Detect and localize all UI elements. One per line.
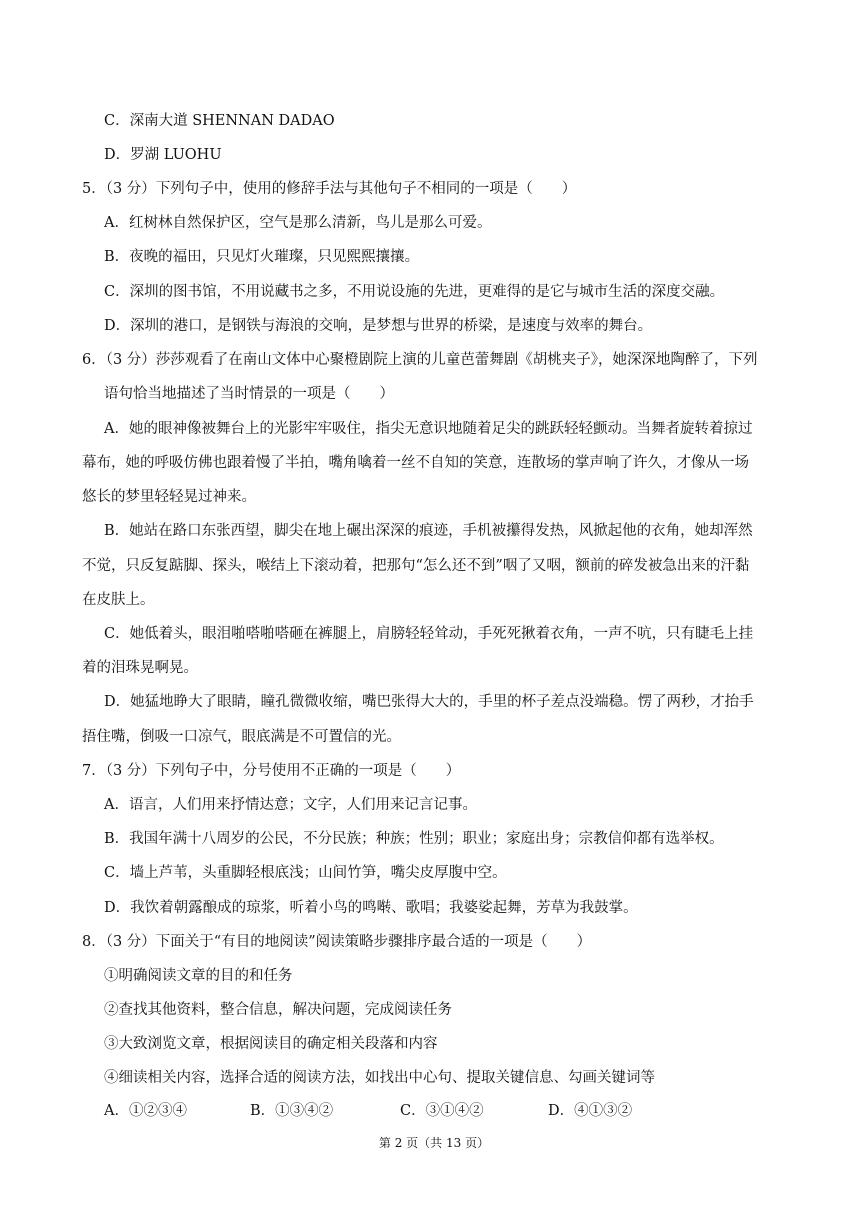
option-b-q5: B．夜晚的福田，只见灯火璀璨，只见熙熙攘攘。	[104, 249, 420, 265]
choice-d-q8: D．④①③②	[548, 1103, 633, 1119]
option-c-q5: C．深圳的图书馆，不用说藏书之多，不用说设施的先进，更难得的是它与城市生活的深度交融。	[104, 284, 725, 300]
choice-a-q8: A．①②③④	[104, 1103, 187, 1119]
option-d-q6: D．她猛地睁大了眼睛，瞳孔微微收缩，嘴巴张得大大的，手里的杯子差点没端稳。愣了两秒，才抬手	[104, 694, 754, 710]
option-d-q6-line2: 捂住嘴，倒吸一口凉气，眼底满是不可置信的光。	[82, 729, 401, 745]
choice-c-q8: C．③①④②	[400, 1103, 484, 1119]
option-c-q7: C．墙上芦苇，头重脚轻根底浅；山间竹笋，嘴尖皮厚腹中空。	[104, 865, 507, 881]
question-5: 5．（3 分）下列句子中，使用的修辞手法与其他句子不相同的一项是（ ）	[82, 181, 577, 197]
option-c-q4: C．深南大道 SHENNAN DADAO	[104, 113, 335, 129]
option-c-q6: C．她低着头，眼泪啪嗒啪嗒砸在裤腿上，肩膀轻轻耸动，手死死揪着衣角，一声不吭，只有睫毛上挂	[104, 626, 754, 642]
page-footer: 第 2 页（共 13 页）	[378, 1136, 490, 1150]
option-d-q7: D．我饮着朝露酿成的琼浆，听着小鸟的鸣啭、歌唱；我婆娑起舞，芳草为我鼓掌。	[104, 900, 638, 916]
question-6: 6．（3 分）莎莎观看了在南山文体中心聚橙剧院上演的儿童芭蕾舞剧《胡桃夹子》，她深深地陶醉了，下列	[82, 352, 758, 368]
option-b-q6-line2: 不觉，只反复踮脚、探头，喉结上下滚动着，把那句“怎么还不到”咽了又咽，额前的碎发被急出来的汗黏	[82, 558, 750, 574]
choice-b-q8: B．①③④②	[250, 1103, 334, 1119]
question-8-choices	[104, 1101, 804, 1121]
option-b-q6-line3: 在皮肤上。	[82, 592, 155, 608]
option-b-q7: B．我国年满十八周岁的公民，不分民族；种族；性别；职业；家庭出身；宗教信仰都有选举权。	[104, 831, 724, 847]
option-a-q6-line3: 悠长的梦里轻轻晃过神来。	[82, 489, 256, 505]
question-6-continued: 语句恰当地描述了当时情景的一项是（ ）	[104, 386, 394, 402]
option-a-q6-line2: 幕布，她的呼吸仿佛也跟着慢了半拍，嘴角噙着一丝不自知的笑意，连散场的掌声响了许久，才像从一场	[82, 455, 749, 471]
step-3: ③大致浏览文章，根据阅读目的确定相关段落和内容	[104, 1036, 438, 1052]
option-d-q5: D．深圳的港口，是钢铁与海浪的交响，是梦想与世界的桥梁，是速度与效率的舞台。	[104, 318, 653, 334]
step-4: ④细读相关内容，选择合适的阅读方法，如找出中心句、提取关键信息、勾画关键词等	[104, 1070, 655, 1086]
option-c-q6-line2: 着的泪珠晃啊晃。	[82, 660, 198, 676]
option-a-q5: A．红树林自然保护区，空气是那么清新，鸟儿是那么可爱。	[104, 215, 492, 231]
option-a-q6: A．她的眼神像被舞台上的光影牢牢吸住，指尖无意识地随着足尖的跳跃轻轻颤动。当舞者旋转着掠过	[104, 421, 753, 437]
question-7: 7．（3 分）下列句子中，分号使用不正确的一项是（ ）	[82, 763, 461, 779]
option-a-q7: A．语言，人们用来抒情达意；文字，人们用来记言记事。	[104, 797, 477, 813]
option-d-q4: D．罗湖 LUOHU	[104, 147, 222, 163]
option-b-q6: B．她站在路口东张西望，脚尖在地上碾出深深的痕迹，手机被攥得发热，风掀起他的衣角，她却浑然	[104, 523, 753, 539]
question-8: 8．（3 分）下面关于“有目的地阅读”阅读策略步骤排序最合适的一项是（ ）	[82, 934, 592, 950]
step-1: ①明确阅读文章的目的和任务	[104, 968, 293, 984]
step-2: ②查找其他资料，整合信息，解决问题，完成阅读任务	[104, 1002, 452, 1018]
